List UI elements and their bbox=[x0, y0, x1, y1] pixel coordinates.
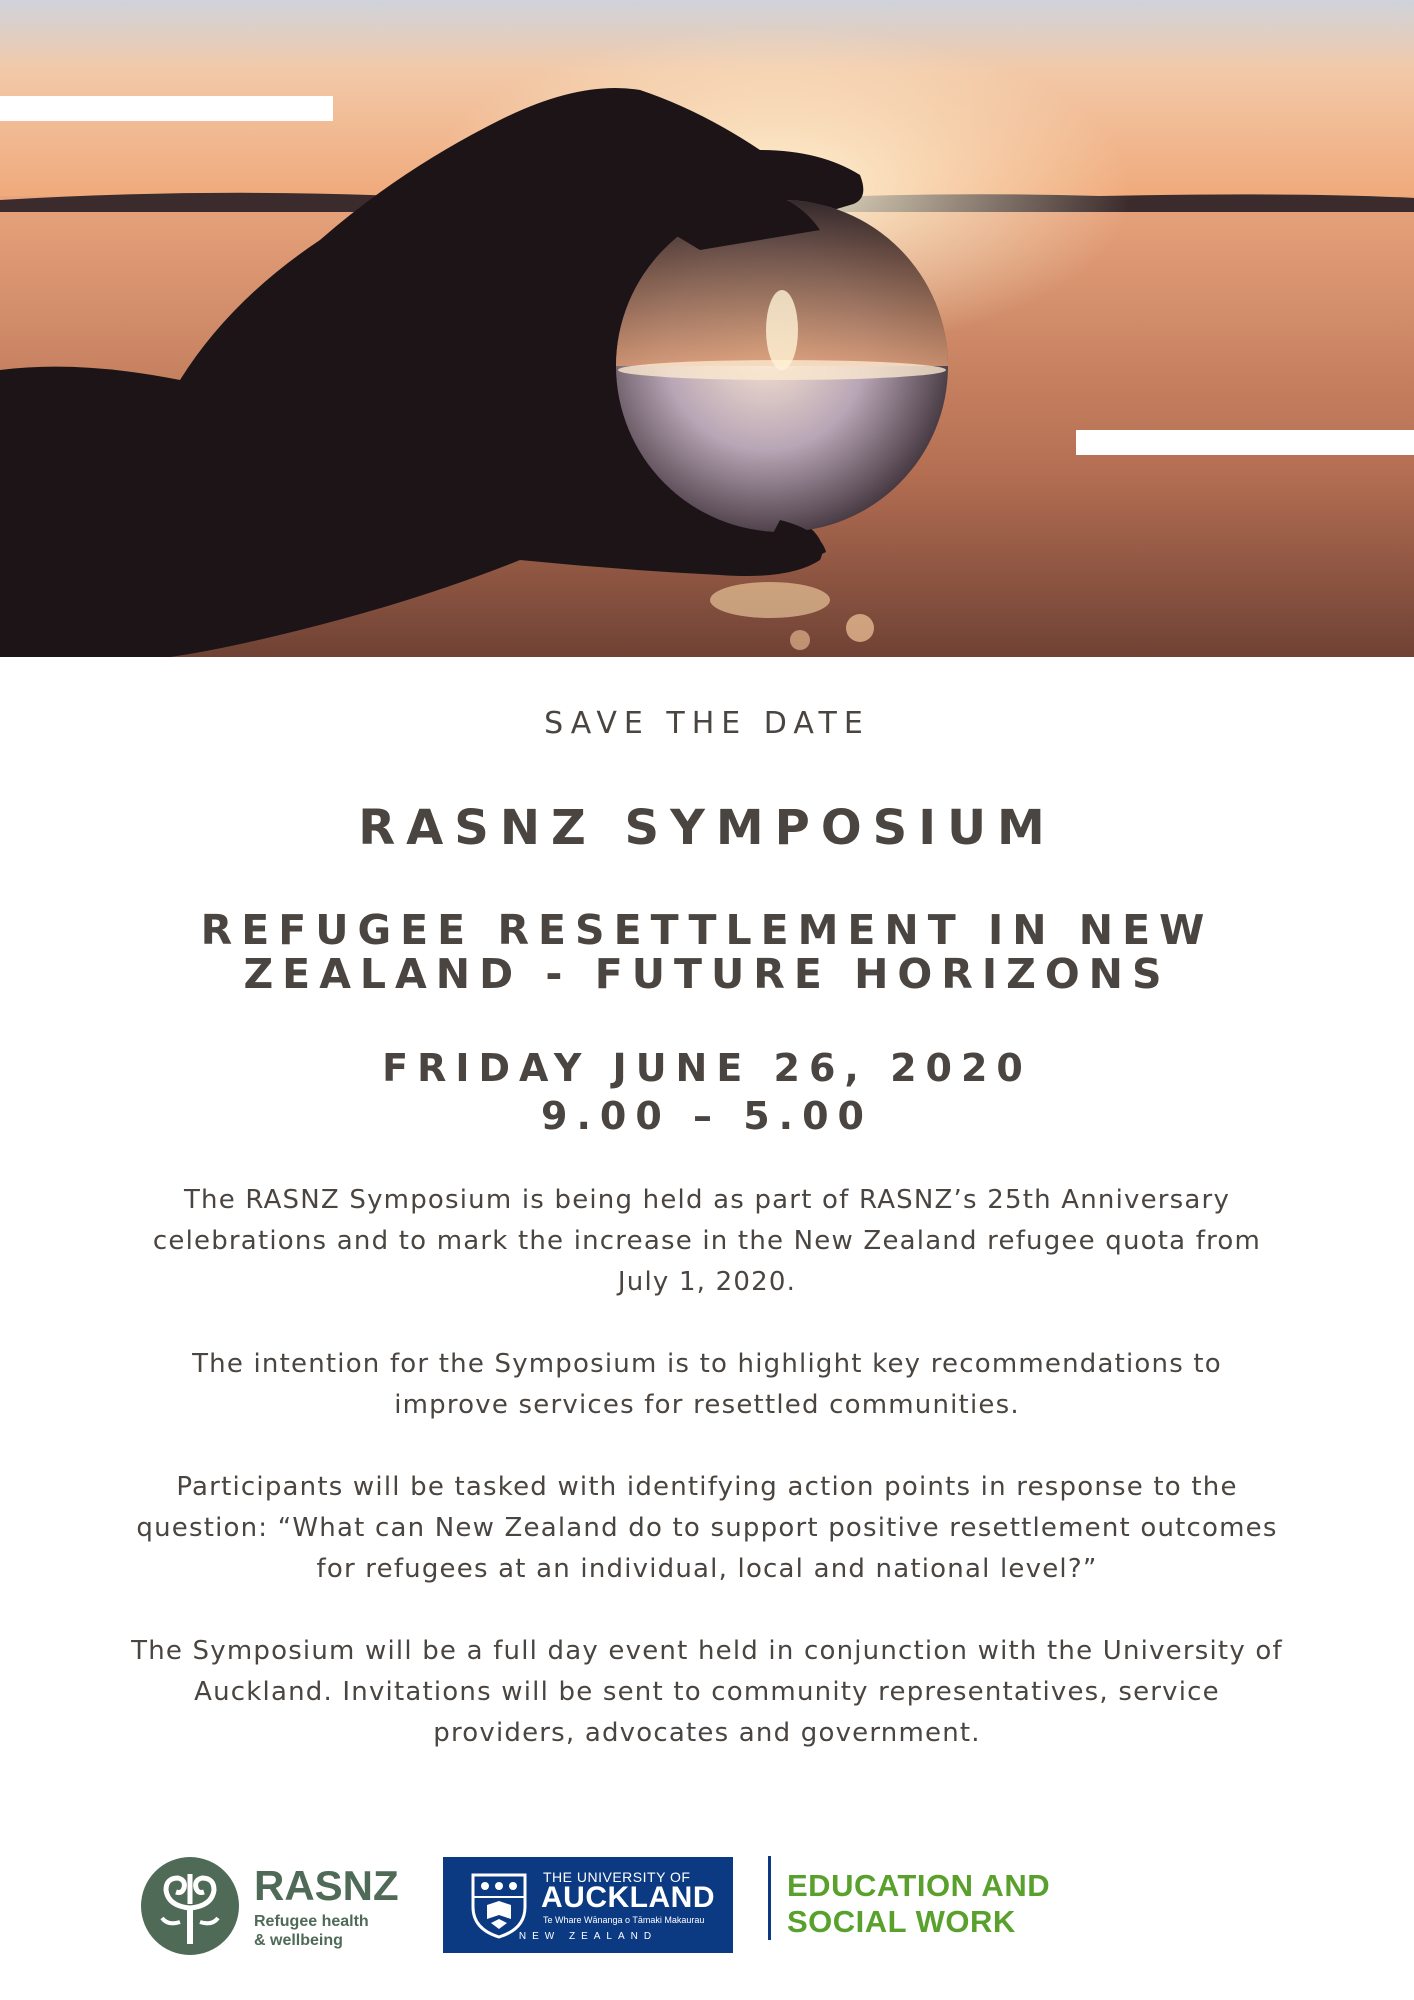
uoa-line-1: THE UNIVERSITY OF bbox=[543, 1869, 691, 1885]
event-subtitle bbox=[150, 908, 1264, 996]
uoa-line-2: AUCKLAND bbox=[541, 1881, 715, 1914]
university-crest-icon bbox=[469, 1871, 529, 1939]
accent-bar-left bbox=[0, 96, 333, 121]
event-datetime bbox=[0, 1044, 1414, 1140]
education-social-work-label bbox=[787, 1868, 1050, 1940]
rasnz-logo bbox=[140, 1856, 400, 1956]
accent-bar-right bbox=[1076, 430, 1414, 455]
rasnz-wordmark: RASNZ bbox=[254, 1862, 399, 1909]
event-time: 9.00 – 5.00 bbox=[541, 1094, 873, 1138]
paragraph-participants: Participants will be tasked with identifying action points in response to the question: “What can New Zealand do to support positive resettlement outcomes for refugees at an individual, local and national level?” bbox=[136, 1472, 1278, 1584]
paragraph-anniversary: The RASNZ Symposium is being held as part of RASNZ’s 25th Anniversary celebrations and to mark the increase in the New Zealand refugee quota from July 1, 2020. bbox=[152, 1185, 1262, 1297]
uoa-line-3: Te Whare Wānanga o Tāmaki Makaurau bbox=[543, 1915, 705, 1925]
subtitle-line-2: ZEALAND - FUTURE HORIZONS bbox=[243, 950, 1171, 998]
save-the-date-kicker: SAVE THE DATE bbox=[544, 706, 870, 741]
rasnz-tagline bbox=[254, 1912, 369, 1950]
event-date: FRIDAY JUNE 26, 2020 bbox=[382, 1046, 1032, 1090]
faculty-line-2: SOCIAL WORK bbox=[787, 1904, 1016, 1939]
subtitle-line-1: REFUGEE RESETTLEMENT IN NEW bbox=[200, 906, 1214, 954]
university-of-auckland-logo bbox=[443, 1857, 733, 1953]
rasnz-tagline-2: & wellbeing bbox=[254, 1932, 343, 1949]
paragraph-format: The Symposium will be a full day event held in conjunction with the University of Auckland. Invitations will be sent to community representatives, service providers, advocates and government. bbox=[131, 1636, 1283, 1748]
uoa-line-4: NEW ZEALAND bbox=[518, 1931, 658, 1942]
faculty-line-1: EDUCATION AND bbox=[787, 1868, 1051, 1903]
rasnz-koru-icon bbox=[140, 1856, 240, 1956]
event-title: RASNZ SYMPOSIUM bbox=[358, 800, 1056, 856]
rasnz-tagline-1: Refugee health bbox=[254, 1913, 369, 1930]
event-description bbox=[130, 1180, 1284, 1795]
logo-divider bbox=[768, 1856, 771, 1940]
paragraph-intention: The intention for the Symposium is to highlight key recommendations to improve services for resettled communities. bbox=[192, 1349, 1222, 1420]
